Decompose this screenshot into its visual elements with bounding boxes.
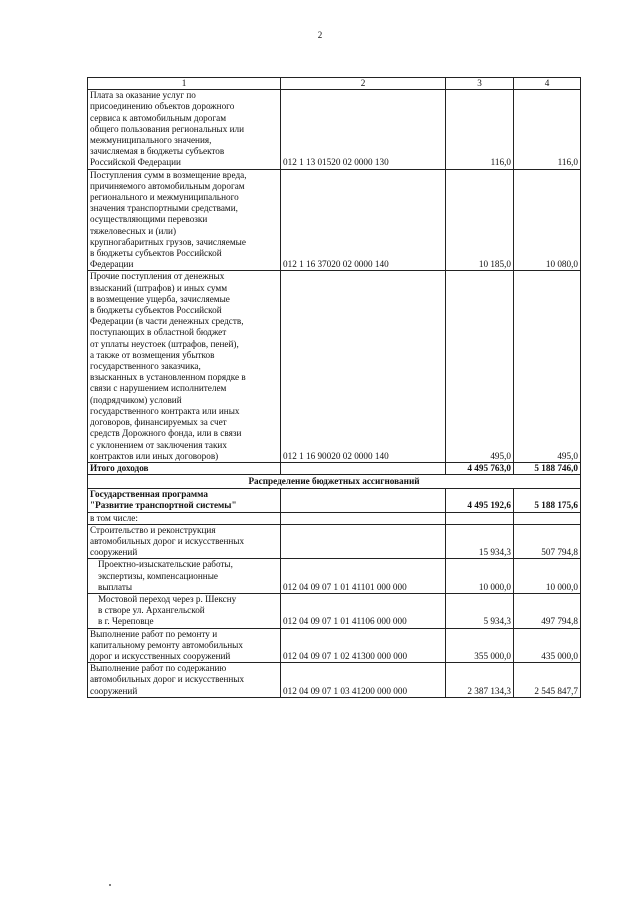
row-code: 012 1 16 37020 02 0000 140 — [281, 169, 446, 271]
income-row — [88, 169, 581, 271]
row-value-2024: 116,0 — [446, 90, 514, 169]
row-value-2025: 495,0 — [514, 271, 581, 462]
allocation-2025: 507 794,8 — [514, 524, 581, 559]
allocation-2024: 10 000,0 — [446, 559, 514, 594]
allocation-2025: 435 000,0 — [514, 628, 581, 663]
column-number-4: 4 — [514, 78, 581, 90]
allocation-code — [281, 524, 446, 559]
row-code: 012 1 16 90020 02 0000 140 — [281, 271, 446, 462]
allocation-description: Выполнение работ по содержанию автомобильных дорог и искусственных сооружений — [88, 663, 281, 698]
allocation-2025: 2 545 847,7 — [514, 663, 581, 698]
total-income-code — [281, 462, 446, 474]
program-code — [281, 489, 446, 512]
allocation-row — [88, 524, 581, 559]
allocation-2024: 2 387 134,3 — [446, 663, 514, 698]
program-2025: 5 188 175,6 — [514, 489, 581, 512]
allocation-code: 012 04 09 07 1 01 41106 000 000 — [281, 593, 446, 628]
allocation-2025: 10 000,0 — [514, 559, 581, 594]
row-value-2024: 495,0 — [446, 271, 514, 462]
program-row — [88, 489, 581, 512]
allocation-row — [88, 663, 581, 698]
allocation-description: Проектно-изыскательские работы, экспертизы, компенсационные выплаты — [88, 559, 281, 594]
including-label: в том числе: — [88, 512, 281, 524]
row-description: Прочие поступления от денежных взысканий (штрафов) и иных сумм в возмещение ущерба, зачисляемые в бюджеты субъектов Российской Федерации (в части денежных средств, поступающих в областной бюджет от уплаты неустоек (штрафов, пеней), а также от возмещения убытков государственного заказчика, взысканных в установленном порядке в связи с нарушением исполнителем (подрядчиком) условий государственного контракта или иных договоров, финансируемых за счет средств Дорожного фонда, или в связи с уклонением от заключения таких контрактов или иных договоров) — [88, 271, 281, 462]
column-number-header — [88, 78, 581, 90]
income-row — [88, 90, 581, 169]
income-row — [88, 271, 581, 462]
row-description: Плата за оказание услуг по присоединению объектов дорожного сервиса к автомобильным дорогам общего пользования региональных или межмуниципального значения, зачисляемая в бюджеты субъектов Российской Федерации — [88, 90, 281, 169]
program-label: Государственная программа "Развитие транспортной системы" — [88, 489, 281, 512]
column-number-3: 3 — [446, 78, 514, 90]
row-value-2025: 10 080,0 — [514, 169, 581, 271]
allocation-2024: 355 000,0 — [446, 628, 514, 663]
scan-speck — [109, 884, 111, 886]
column-number-1: 1 — [88, 78, 281, 90]
row-value-2025: 116,0 — [514, 90, 581, 169]
program-2024: 4 495 192,6 — [446, 489, 514, 512]
allocation-row — [88, 628, 581, 663]
row-value-2024: 10 185,0 — [446, 169, 514, 271]
allocation-code: 012 04 09 07 1 03 41200 000 000 — [281, 663, 446, 698]
total-income-2024: 4 495 763,0 — [446, 462, 514, 474]
section-title: Распределение бюджетных ассигнований — [88, 475, 581, 489]
including-row — [88, 512, 581, 524]
total-income-label: Итого доходов — [88, 462, 281, 474]
budget-table — [87, 77, 581, 698]
row-description: Поступления сумм в возмещение вреда, причиняемого автомобильным дорогам регионального и межмуниципального значения транспортными средствами, осуществляющими перевозки тяжеловесных и (или) крупногабаритных грузов, зачисляемые в бюджеты субъектов Российской Федерации — [88, 169, 281, 271]
column-number-2: 2 — [281, 78, 446, 90]
allocation-description: Выполнение работ по ремонту и капитальному ремонту автомобильных дорог и искусственных сооружений — [88, 628, 281, 663]
page-number: 2 — [317, 30, 323, 40]
allocation-2024: 15 934,3 — [446, 524, 514, 559]
section-heading-row — [88, 475, 581, 489]
total-income-row — [88, 462, 581, 474]
allocation-row — [88, 559, 581, 594]
allocation-2025: 497 794,8 — [514, 593, 581, 628]
allocation-2024: 5 934,3 — [446, 593, 514, 628]
allocation-code: 012 04 09 07 1 02 41300 000 000 — [281, 628, 446, 663]
allocation-description: Строительство и реконструкция автомобильных дорог и искусственных сооружений — [88, 524, 281, 559]
row-code: 012 1 13 01520 02 0000 130 — [281, 90, 446, 169]
total-income-2025: 5 188 746,0 — [514, 462, 581, 474]
allocation-code: 012 04 09 07 1 01 41101 000 000 — [281, 559, 446, 594]
allocation-row — [88, 593, 581, 628]
allocation-description: Мостовой переход через р. Шексну в створе ул. Архангельской в г. Череповце — [88, 593, 281, 628]
